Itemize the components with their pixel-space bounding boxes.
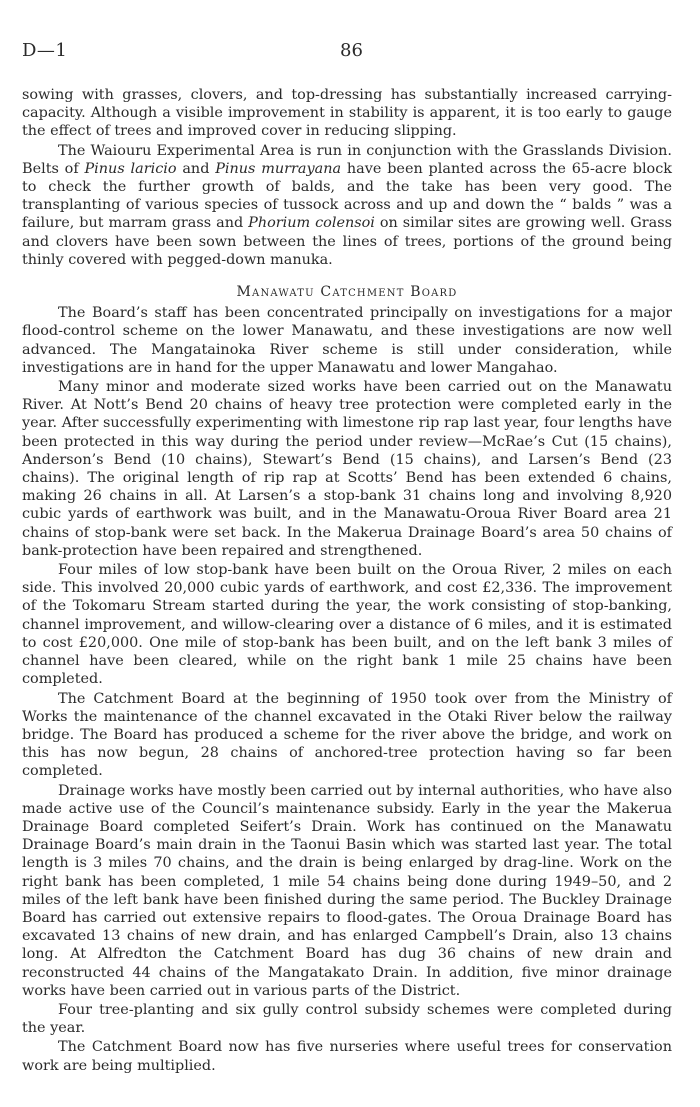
- paragraph-continuation: sowing with grasses, clovers, and top-dressing has substantially increased carrying-capacity. Although a visible improvement in stability is apparent, it is too early to gauge the effect of trees and improved cover in reducing slipping.: [22, 87, 672, 140]
- species-name: Pinus murrayana: [215, 160, 342, 177]
- species-name: Phorium colensoi: [248, 215, 375, 232]
- paragraph-waiouru: [22, 142, 672, 269]
- text-run: have been planted across the 65-acre block to check the further growth of balds, and the take has been very good. The transplanting of various species of tussock across and up and down the “ balds ” was a failure, but marram grass and: [22, 160, 672, 232]
- document-code: D—1: [22, 40, 68, 61]
- page-header: [22, 40, 672, 70]
- paragraph: Four miles of low stop-bank have been built on the Oroua River, 2 miles on each side. This involved 20,000 cubic yards of earthwork, and cost £2,336. The improvement of the Tokomaru Stream started during the year, the work consisting of stop-banking, channel improvement, and willow-clearing over a distance of 6 miles, and it is estimated to cost £20,000. One mile of stop-bank has been built, and on the left bank 3 miles of channel have been cleared, while on the right bank 1 mile 25 chains have been completed.: [22, 562, 672, 688]
- text-run: and: [176, 160, 216, 177]
- text-run: on similar sites are growing well. Grass and clovers have been sown between the lines of trees, portions of the ground being thinly covered with pegged-down manuka.: [22, 215, 672, 268]
- paragraph: Many minor and moderate sized works have been carried out on the Manawatu River. At Nott’s Bend 20 chains of heavy tree protection were completed early in the year. After successfully experimenting with limestone rip rap last year, four lengths have been protected in this way during the period under review—McRae’s Cut (15 chains), Anderson’s Bend (10 chains), Stewart’s Bend (15 chains), and Larsen’s Bend (23 chains). The original length of rip rap at Scotts’ Bend has been extended 6 chains, making 26 chains in all. At Larsen’s a stop-bank 31 chains long and involving 8,920 cubic yards of earthwork was built, and in the Manawatu-Oroua River Board area 21 chains of stop-bank were set back. In the Makerua Drainage Board’s area 50 chains of bank-protection have been repaired and strengthened.: [22, 379, 672, 559]
- page-number: 86: [340, 40, 363, 61]
- paragraph: Drainage works have mostly been carried out by internal authorities, who have also made active use of the Council’s maintenance subsidy. Early in the year the Makerua Drainage Board completed Seifert’s Drain. Work has continued on the Manawatu Drainage Board’s main drain in the Taonui Basin which was started last year. The total length is 3 miles 70 chains, and the drain is being enlarged by drag-line. Work on the right bank has been completed, 1 mile 54 chains being done during 1949–50, and 2 miles of the left bank have been finished during the same period. The Buckley Drainage Board has carried out extensive repairs to flood-gates. The Oroua Drainage Board has excavated 13 chains of new drain, and has enlarged Campbell’s Drain, also 13 chains long. At Alfredton the Catchment Board has dug 36 chains of new drain and reconstructed 44 chains of the Mangatakato Drain. In addition, five minor drainage works have been carried out in various parts of the District.: [22, 782, 672, 999]
- page-body: [22, 86, 672, 1075]
- paragraph: The Board’s staff has been concentrated principally on investigations for a major flood-control scheme on the lower Manawatu, and these investigations are now well advanced. The Mangatainoka River scheme is still under consideration, while investigations are in hand for the upper Manawatu and lower Mangahao.: [22, 305, 672, 376]
- paragraph: Four tree-planting and six gully control subsidy schemes were completed during the year.: [22, 1001, 672, 1037]
- paragraph: The Catchment Board now has five nurseries where useful trees for conservation work are being multiplied.: [22, 1039, 672, 1074]
- section-heading: Manawatu Catchment Board: [236, 284, 458, 301]
- document-page: [22, 40, 672, 1076]
- paragraph: The Catchment Board at the beginning of 1950 took over from the Ministry of Works the maintenance of the channel excavated in the Otaki River below the railway bridge. The Board has produced a scheme for the river above the bridge, and work on this has now begun, 28 chains of anchored-tree protection having so far been completed.: [22, 690, 672, 780]
- text-run: The Waiouru Experimental Area is run in conjunction with the Grasslands Division. Belts of: [22, 142, 672, 177]
- species-name: Pinus laricio: [84, 160, 177, 177]
